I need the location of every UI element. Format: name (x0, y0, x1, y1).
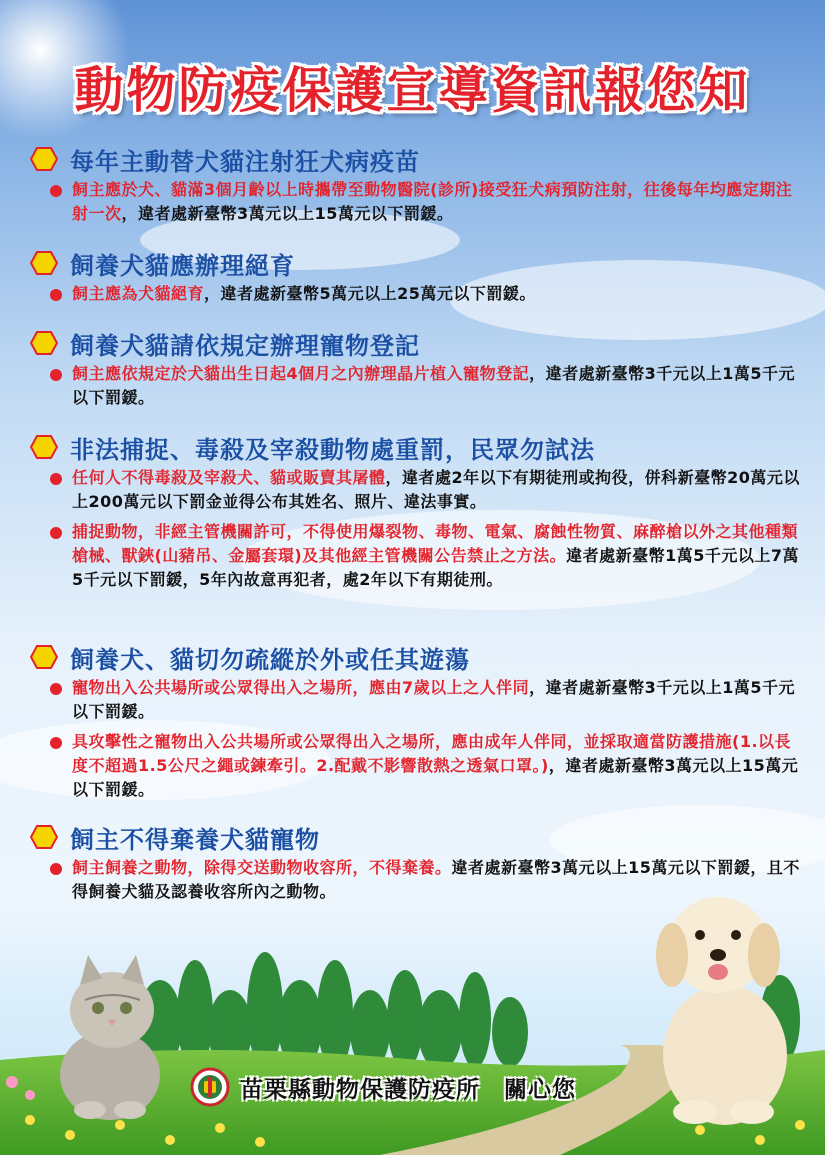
bullet-item (30, 282, 800, 306)
hexagon-icon (30, 435, 58, 459)
section-heading: 每年主動替犬貓注射狂犬病疫苗 (70, 147, 420, 176)
item-penalty: ，違者處新臺幣5萬元以上25萬元以下罰鍰。 (204, 284, 536, 303)
bullet-item (30, 178, 800, 226)
hexagon-icon (30, 251, 58, 275)
bullet-dot-icon (50, 737, 62, 749)
footer-text: 苗栗縣動物保護防疫所 關心您 (240, 1076, 576, 1103)
bullet-dot-icon (50, 527, 62, 539)
section-header (30, 326, 800, 360)
item-highlight: 飼主應於犬、貓滿3個月齡以上時攜帶至動物醫院(診所)接受狂犬病預防注射，往後每年均應定期注射一次 (72, 180, 793, 223)
section-header (30, 142, 800, 176)
section-neutering (30, 246, 800, 306)
item-penalty: ，違者處新臺幣3千元以上1萬5千元以下罰鍰。 (72, 364, 796, 407)
bullet-item (30, 676, 800, 724)
item-highlight: 飼主飼養之動物，除得交送動物收容所，不得棄養。 (72, 858, 452, 877)
bullet-item (30, 362, 800, 410)
item-highlight: 寵物出入公共場所或公眾得出入之場所，應由7歲以上之人伴同 (72, 678, 530, 697)
section-heading: 飼主不得棄養犬貓寵物 (70, 825, 320, 854)
item-penalty: ，違者處2年以下有期徒刑或拘役，併科新臺幣20萬元以上200萬元以下罰金並得公布其姓名、照片、違法事實。 (72, 468, 800, 511)
section-header (30, 640, 800, 674)
bullet-item (30, 520, 800, 592)
item-penalty: 違者處新臺幣3萬元以上15萬元以下罰鍰，且不得飼養犬貓及認養收容所內之動物。 (72, 858, 800, 901)
section-heading: 飼養犬貓應辦理絕育 (70, 251, 295, 280)
item-highlight: 任何人不得毒殺及宰殺犬、貓或販賣其屠體 (72, 468, 386, 487)
item-penalty: 違者處新臺幣1萬5千元以上7萬5千元以下罰鍰，5年內故意再犯者，處2年以下有期徒刑。 (72, 546, 800, 589)
section-header (30, 430, 800, 464)
bullet-dot-icon (50, 369, 62, 381)
section-no-roaming (30, 640, 800, 802)
hexagon-icon (30, 825, 58, 849)
hexagon-icon (30, 147, 58, 171)
bullet-dot-icon (50, 863, 62, 875)
bullet-dot-icon (50, 289, 62, 301)
item-penalty: ，違者處新臺幣3萬元以上15萬元以下罰鍰。 (121, 204, 454, 223)
section-heading: 非法捕捉、毒殺及宰殺動物處重罰，民眾勿試法 (70, 435, 595, 464)
section-heading: 飼養犬、貓切勿疏縱於外或任其遊蕩 (70, 645, 470, 674)
item-highlight: 具攻擊性之寵物出入公共場所或公眾得出入之場所，應由成年人伴同，並採取適當防護措施(1.以長度不超過1.5公尺之繩或鍊牽引。2.配戴不影響散熱之透氣口罩。) (72, 732, 792, 775)
bullet-dot-icon (50, 473, 62, 485)
agency-logo-icon (190, 1067, 230, 1107)
hexagon-icon (30, 645, 58, 669)
hexagon-icon (30, 331, 58, 355)
section-rabies-vaccine (30, 142, 800, 226)
section-header (30, 246, 800, 280)
section-pet-registration (30, 326, 800, 410)
item-penalty: ，違者處新臺幣3千元以上1萬5千元以下罰鍰。 (72, 678, 796, 721)
item-highlight: 捕捉動物，非經主管機關許可，不得使用爆裂物、毒物、電氣、腐蝕性物質、麻醉槍以外之其他種類槍械、獸鋏(山豬吊、金屬套環)及其他經主管機關公告禁止之方法。 (72, 522, 799, 565)
bullet-item (30, 466, 800, 514)
section-header (30, 820, 800, 854)
footer (190, 1067, 576, 1107)
bullet-item (30, 856, 800, 904)
section-no-abandonment (30, 820, 800, 904)
section-illegal-killing (30, 430, 800, 592)
section-heading: 飼養犬貓請依規定辦理寵物登記 (70, 331, 420, 360)
bullet-dot-icon (50, 683, 62, 695)
item-highlight: 飼主應依規定於犬貓出生日起4個月之內辦理晶片植入寵物登記 (72, 364, 530, 383)
puppy-illustration (656, 897, 787, 1125)
bullet-item (30, 730, 800, 802)
item-penalty: ，違者處新臺幣3萬元以上15萬元以下罰鍰。 (72, 756, 799, 799)
poster-title: 動物防疫保護宣導資訊報您知 (74, 62, 751, 119)
bullet-dot-icon (50, 185, 62, 197)
item-highlight: 飼主應為犬貓絕育 (72, 284, 205, 303)
